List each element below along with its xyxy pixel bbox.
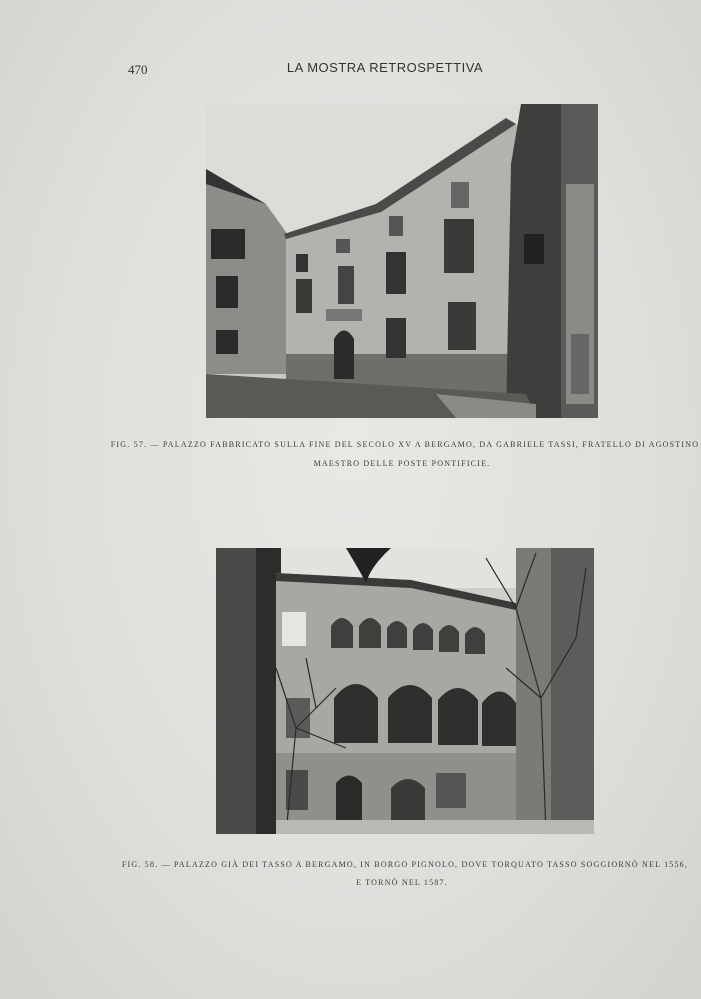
- figure-57-caption-line1: FIG. 57. — PALAZZO FABBRICATO SULLA FINE DEL SECOLO XV A BERGAMO, DA GABRIELE TASSI, FRATELLO DI AGOSTINO: [110, 440, 700, 449]
- running-title: LA MOSTRA RETROSPETTIVA: [286, 60, 484, 75]
- page-number: 470: [128, 62, 148, 77]
- palazzo-facade-image: [206, 104, 598, 418]
- palazzo-courtyard-image: [216, 548, 594, 834]
- figure-58-caption-line1: FIG. 58. — PALAZZO GIÀ DEI TASSO A BERGAMO, IN BORGO PIGNOLO, DOVE TORQUATO TASSO SOGGIORNÒ NEL 1556,: [121, 860, 689, 869]
- figure-57-photo: [206, 104, 598, 418]
- figure-58-photo: [216, 548, 594, 834]
- figure-57-caption-line2: MAESTRO DELLE POSTE PONTIFICIE.: [313, 459, 491, 468]
- figure-58-caption-line2: E TORNÒ NEL 1587.: [356, 878, 448, 887]
